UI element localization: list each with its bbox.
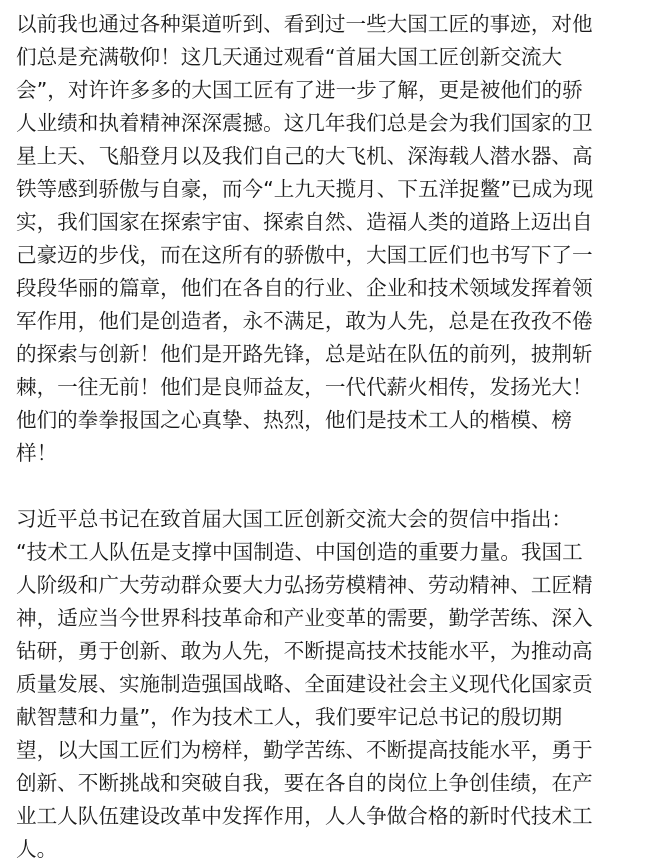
text-line: 军作用，他们是创造者，永不满足，敢为人先，总是在孜孜不倦 — [16, 309, 593, 333]
text-line: 献智慧和力量”，作为技术工人，我们要牢记总书记的殷切期 — [16, 705, 563, 729]
text-line: 创新、不断挑战和突破自我，要在各自的岗位上争创佳绩，在产 — [16, 771, 593, 795]
text-line: 会”，对许许多多的大国工匠有了进一步了解，更是被他们的骄 — [16, 78, 583, 102]
text-line: 人业绩和执着精神深深震撼。这几年我们总是会为我们国家的卫 — [16, 111, 593, 135]
paragraph-1 — [16, 8, 632, 470]
text-line: 人阶级和广大劳动群众要大力弘扬劳模精神、劳动精神、工匠精 — [16, 573, 593, 597]
text-line: 实，我们国家在探索宇宙、探索自然、造福人类的道路上迈出自 — [16, 210, 593, 234]
text-line: 棘，一往无前！他们是良师益友，一代代薪火相传，发扬光大！ — [16, 375, 593, 399]
text-line: 的探索与创新！他们是开路先锋，总是站在队伍的前列，披荆斩 — [16, 342, 593, 366]
text-line: 质量发展、实施制造强国战略、全面建设社会主义现代化国家贡 — [16, 672, 593, 696]
text-line: 业工人队伍建设改革中发挥作用，人人争做合格的新时代技术工 — [16, 804, 593, 828]
text-line: “技术工人队伍是支撑中国制造、中国创造的重要力量。我国工 — [16, 540, 583, 564]
text-line: 段段华丽的篇章，他们在各自的行业、企业和技术领域发挥着领 — [16, 276, 593, 300]
text-line: 以前我也通过各种渠道听到、看到过一些大国工匠的事迹，对他 — [16, 12, 593, 36]
text-line: 们总是充满敬仰！这几天通过观看“首届大国工匠创新交流大 — [16, 45, 563, 69]
text-line: 样！ — [16, 441, 58, 465]
text-line: 习近平总书记在致首届大国工匠创新交流大会的贺信中指出： — [16, 507, 573, 531]
paragraph-spacer — [16, 470, 632, 503]
text-line: 神，适应当今世界科技革命和产业变革的需要，勤学苦练、深入 — [16, 606, 593, 630]
text-line: 他们的拳拳报国之心真挚、热烈，他们是技术工人的楷模、榜 — [16, 408, 573, 432]
text-line: 人。 — [16, 837, 58, 861]
text-line: 钻研，勇于创新、敢为人先，不断提高技术技能水平，为推动高 — [16, 639, 593, 663]
text-line: 铁等感到骄傲与自豪，而今“上九天揽月、下五洋捉鳖”已成为现 — [16, 177, 594, 201]
text-line: 星上天、飞船登月以及我们自己的大飞机、深海载人潜水器、高 — [16, 144, 593, 168]
paragraph-2 — [16, 503, 632, 866]
text-line: 望，以大国工匠们为榜样，勤学苦练、不断提高技能水平，勇于 — [16, 738, 593, 762]
article-body — [16, 8, 632, 866]
text-line: 己豪迈的步伐，而在这所有的骄傲中，大国工匠们也书写下了一 — [16, 243, 593, 267]
